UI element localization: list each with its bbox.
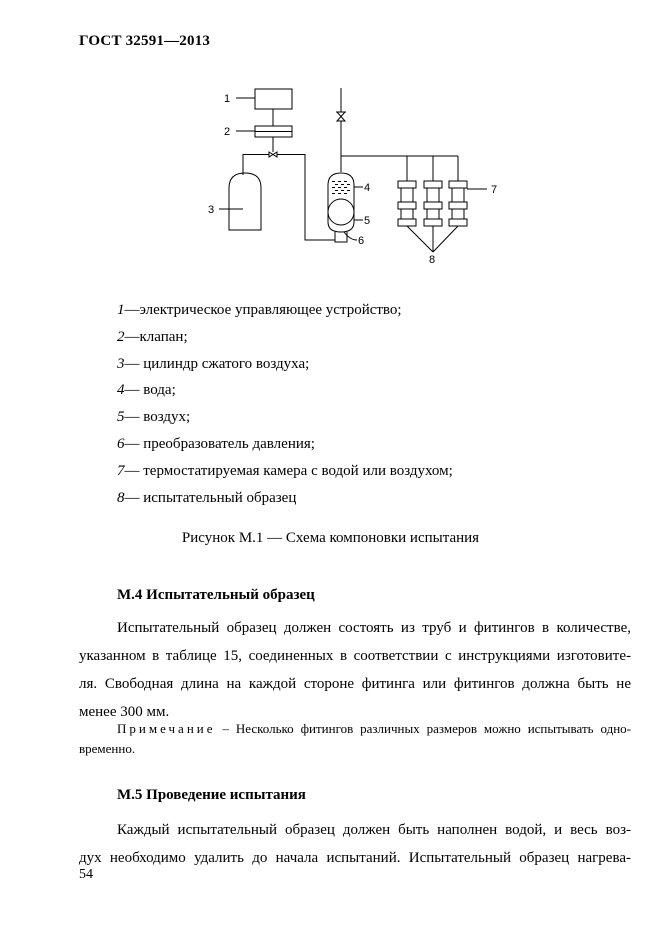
valve-symbol [269,152,277,157]
section-m4-paragraph [79,614,631,726]
paragraph-line: указанном в таблице 15, соединенных в соответствии с инструкциями изготовите- [79,648,631,664]
figure-label-8: 8 [429,254,436,266]
paragraph-line: Каждый испытательный образец должен быть наполнен водой, и весь воз- [117,822,631,838]
section-m5-paragraph [79,816,631,872]
note-label: Примечание [117,721,216,736]
note-line: временно. [79,741,136,756]
paragraph-line: менее 300 мм. [79,704,170,720]
test-sample-1 [398,181,416,226]
figure-label-2: 2 [224,126,231,138]
air-cylinder [229,173,261,230]
air-bubble [328,199,354,225]
section-heading-m4: М.4 Испытательный образец [117,587,315,603]
figure-label-4: 4 [364,182,371,194]
section-heading-m5: М.5 Проведение испытания [117,787,306,803]
paragraph-line: дух необходимо удалить до начала испытаний. Испытательный образец нагрева- [79,850,631,866]
paragraph-line: Испытательный образец должен состоять из труб и фитингов в количестве, [117,620,631,636]
figure-label-5: 5 [364,215,371,227]
figure-label-3: 3 [208,204,215,216]
figure-label-7: 7 [491,184,498,196]
figure-label-6: 6 [358,235,365,247]
test-sample-3 [449,181,467,226]
paragraph-line: ля. Свободная длина на каждой стороне фитинга или фитингов должна быть не [79,676,631,692]
legend-item: 2—клапан; [117,328,188,345]
note-text: – Несколько фитингов различных размеров можно испытывать одно- [215,721,631,736]
figure-legend [117,300,453,514]
top-valve-symbol [337,112,345,121]
page-number: 54 [79,867,93,882]
note [79,719,631,759]
figure-label-1: 1 [224,93,231,105]
note-line [79,719,631,739]
test-layout-diagram [0,0,661,295]
test-sample-2 [424,181,442,226]
legend-item: 1—электрическое управляющее устройство; [117,302,402,318]
legend-item: 6— преобразователь давления; [117,435,315,452]
document-header: ГОСТ 32591—2013 [79,33,211,49]
legend-item: 7— термостатируемая камера с водой или воздухом; [117,462,453,479]
legend-item: 3— цилиндр сжатого воздуха; [117,355,310,372]
legend-item: 5— воздух; [117,409,191,426]
legend-item: 4— вода; [117,382,176,399]
figure-caption: Рисунок М.1 — Схема компоновки испытания [181,530,480,546]
legend-item: 8— испытательный образец [117,489,297,506]
control-device-box [255,89,292,109]
